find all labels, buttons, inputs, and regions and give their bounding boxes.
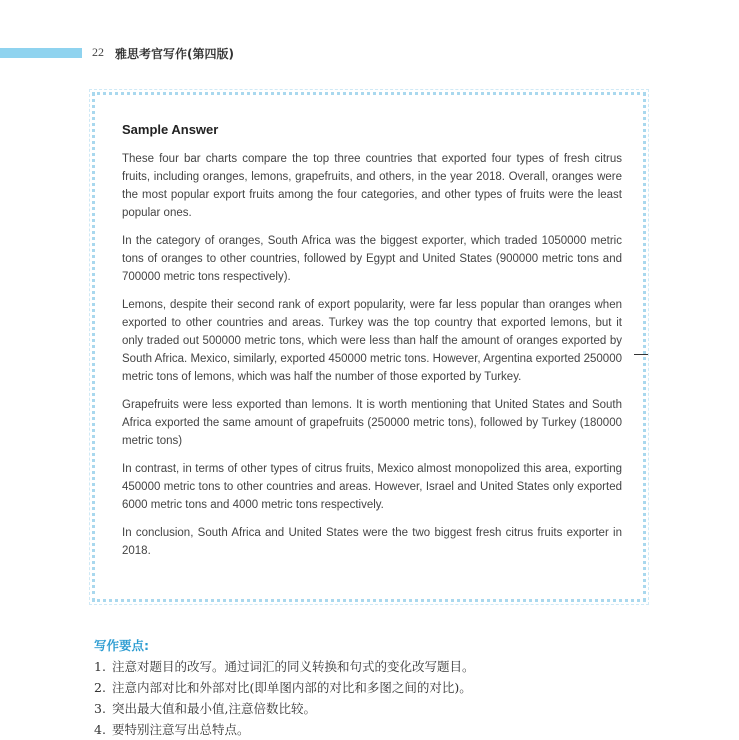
book-title: 雅思考官写作(第四版) <box>115 47 234 61</box>
sample-answer-body <box>122 150 622 570</box>
writing-point-number: 2. <box>94 680 106 695</box>
writing-point-text: 突出最大值和最小值,注意倍数比较。 <box>112 701 316 716</box>
answer-paragraph: In the category of oranges, South Africa was the biggest exporter, which traded 1050000 metric tons of oranges to other countries, followed by Egypt and United States (900000 metric tons and 700000 metric tons respectively). <box>122 235 622 283</box>
answer-paragraph: Grapefruits were less exported than lemons. It is worth mentioning that United States and South Africa exported the same amount of grapefruits (250000 metric tons), followed by Turkey (180000 metric tons) <box>122 399 622 447</box>
answer-paragraph: These four bar charts compare the top three countries that exported four types of fresh citrus fruits, including oranges, lemons, grapefruits, and others, in the year 2018. Overall, oranges were the most popular export fruits among the four categories, and other types of fruits were the least popular ones. <box>122 153 622 219</box>
writing-point-number: 1. <box>94 659 106 674</box>
sample-answer-title: Sample Answer <box>122 122 219 137</box>
writing-point-text: 注意内部对比和外部对比(即单图内部的对比和多图之间的对比)。 <box>112 680 472 695</box>
writing-point-item <box>94 719 475 740</box>
writing-point-number: 3. <box>94 701 106 716</box>
sample-answer-box <box>92 92 646 602</box>
answer-paragraph: Lemons, despite their second rank of export popularity, were far less popular than oranges when exported to other countries and areas. Turkey was the top country that exported lemons, but it only traded out 500000 metric tons, which were less than half the amount of oranges exported by South Africa. Mexico, similarly, exported 450000 metric tons. However, Argentina exported 250000 metric tons of lemons, which was half the number of those exported by Turkey. <box>122 299 622 383</box>
writing-point-text: 要特别注意写出总特点。 <box>112 722 250 737</box>
writing-point-item <box>94 677 475 698</box>
answer-paragraph: In conclusion, South Africa and United States were the two biggest fresh citrus fruits exporter in 2018. <box>122 527 622 557</box>
writing-points-list <box>94 656 475 740</box>
writing-point-item <box>94 656 475 677</box>
header-color-bar <box>0 48 82 58</box>
writing-point-number: 4. <box>94 722 106 737</box>
answer-paragraph: In contrast, in terms of other types of citrus fruits, Mexico almost monopolized this area, exporting 450000 metric tons to other countries and areas. However, Israel and United States only exported 6000 metric tons and 4000 metric tons respectively. <box>122 463 622 511</box>
writing-point-item <box>94 698 475 719</box>
writing-point-text: 注意对题目的改写。通过词汇的同义转换和句式的变化改写题目。 <box>112 659 475 674</box>
page-number: 22 <box>92 45 104 59</box>
writing-points-heading: 写作要点: <box>94 638 149 653</box>
margin-tick-mark <box>634 354 648 355</box>
